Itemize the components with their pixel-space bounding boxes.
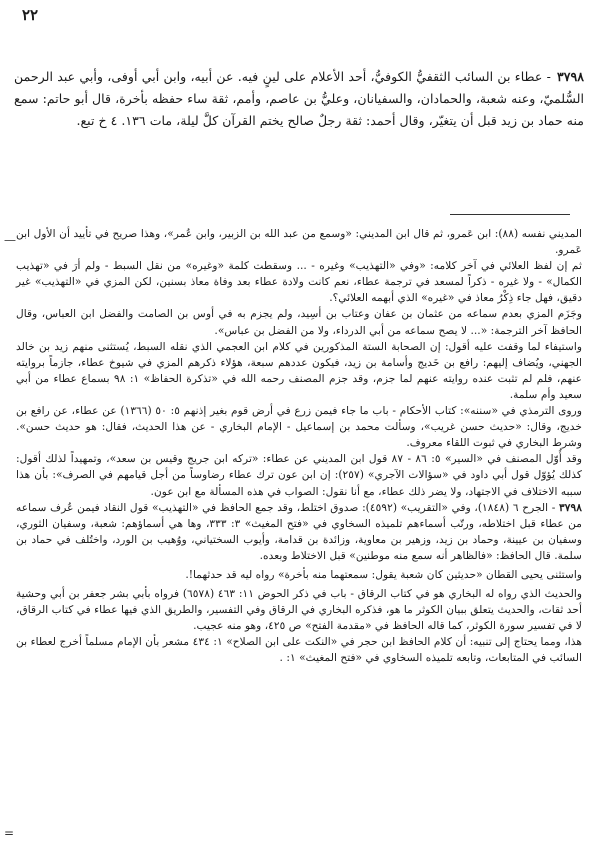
footnote-second-text: - الجرح ٦ (١٨٤٨)، وفي «التقريب» (٤٥٩٢): صدوق اختلط، وقد جمع الحافظ في «التهذيب» قول النقاد فيمن عُرف سماعه من عطاء قبل اختلاطه، ورتّب أسماءهم تلميذه السخاوي في «فتح المغيث» ٣: ٣٣٣، وها هي أسماؤهم: شعبة، وسفيان الثوري، وسفيان بن عيينة، وحماد بن زيد، وزهير بن معاوية، وزائدة بن قدامة، وأيوب السختياني، ووُهيب بن الورد، واختُلف في حماد بن سلمة. قال الحافظ: «فالظاهر أنه سمع منه موطنين» قبل الاختلاط وبعده.	[16, 500, 583, 562]
footnote-tail-line: والحديث الذي رواه له البخاري هو في كتاب الرقاق - باب في ذكر الحوض ١١: ٤٦٣ (٦٥٧٨) فرواه بأبي بشر جعفر بن أبي وحشية أحد ثقات، والحديث يتعلق ببيان الكوثر ما هو، فذكره البخاري في الرقاق وفي التفسير، والطريق الذي فيها عطاء في كتاب الرقاق، لا في تفسير سورة الكوثر، كما قاله الحافظ في «مقدمة الفتح» ص ٤٢٥، وهو منه عجيب.	[16, 587, 582, 633]
footnote-line: واستيفاء لما وقفت عليه أقول: إن الصحابة الستة المذكورين في كلام ابن العجمي الذي نقله السبط، يُستثنى منهم زيد بن خالد الجهني، ويُضاف إليهم: رافع بن خَديج وأسامة بن زيد، فيكون عددهم سبعة، هؤلاء ذكرهم المزي في شيوخ عطاء، جازماً بروايته عنهم، فلم لم تثبت عنده روايته عنهم لما جزم، وقد جزم المصنف رحمه الله في «تذكرة الحفاظ» ١: ٩٨ بسماع عطاء من أبي سعيد وأم سلمة.	[16, 339, 582, 401]
margin-mark-equals: =	[4, 826, 15, 840]
footnote-line: ثم إن لفظ العلائي في آخر كلامه: «وفي «التهذيب» وغيره - ... وسقطت كلمة «وغيره» من نقل السبط - ولم أرَ في «تهذيب الكمال» - ولا غيره - ذكراً لمسعد في ترجمة عطاء، نعم كانت ولادة عطاء بعد وفاة معاذ بسنين، لكن المزي في «التهذيب» غير دقيق، فهل جاء ذِكْرُ معاذ في «غيره» الذي أبهمه العلائي؟.	[16, 259, 582, 305]
page-number: ٢٢	[22, 6, 39, 24]
footnotes	[16, 226, 582, 667]
footnote-line: وجَزَم المزي بعدم سماعه من عثمان بن عفان وعتاب بن أسِيد، ولم يجزم به في أوس بن الصامت والفضل ابن العباس، وقال الحافظ آخر الترجمة: «... لا يصح سماعه من أبي الدرداء، ولا من الفضل بن عباس».	[16, 307, 582, 337]
entry-text: - عطاء بن السائب الثقفيُّ الكوفيُّ، أحد الأعلام على لينٍ فيه. عن أبيه، وابن أبي أوفى، وأبي عبد الرحمن السُّلميّ، وعنه شعبة، والحمادان، والسفيانان، وعليُّ بن عاصم، وأمم، ثقة ساء حفظه بأخرة، قال أبو حاتم: سمع منه حماد بن زيد قبل أن يتغيّر، وقال أحمد: ثقة رجلٌ صالح يختم القرآن كلَّ ليلة، مات ١٣٦. ٤ خ تبع.	[14, 69, 584, 128]
margin-mark-dash: —	[4, 233, 16, 247]
entry-number: ٣٧٩٨	[556, 69, 584, 84]
footnote-line: وقد أُوّل المصنف في «السير» ٥: ٨٦ - ٨٧ قول ابن المديني عن عطاء: «تركه ابن جريج وقيس بن سعد»، وتمهيداً لذلك أقول: كذلك يُؤوّل قول أبي داود في «سؤالات الآجري» (٢٥٧): إن ابن عون ترك عطاء رضاوساً من أجل قيامهم في الصرف»: بأن هذا سببه الاختلاف في الاجتهاد، ولا يضر ذلك عطاء، مع أنا نقول: الصواب في هذه المسألة مع ابن عون.	[16, 452, 583, 498]
footnote-quote: واستثنى يحيى القطان «حديثين كان شعبة يقول: سمعتهما منه بأخرة» رواه ليه قد حدثهما!.	[185, 567, 582, 581]
footnote-line: وروى الترمذي في «سننه»: كتاب الأحكام - باب ما جاء فيمن زرع في أرض قوم بغير إذنهم ٥: ٥٠ (١٣٦٦) عن عطاء، عن رافع بن خديج، وقال: «حديث حسن غريب»، وسألت محمد بن إسماعيل - الإمام البخاري - عن هذا الحديث، فقال: هو حديث حسن». وشرط البخاري في ثبوت اللقاء معروف.	[16, 404, 582, 450]
footnote-second-entry	[16, 500, 582, 564]
footnote-line: المديني نفسه (٨٨): ابن عَمرو، ثم قال ابن المديني: «وسمع من عبد الله بن الزبير، وابن عُمر»، وهذا صريح في تأييد أن الأول ابن عَمرو.	[16, 227, 582, 257]
main-entry	[14, 66, 584, 132]
footnote-separator	[450, 214, 570, 215]
footnote-number: ٣٧٩٨	[559, 500, 583, 514]
footnote-tail-line: هذا، ومما يحتاج إلى تنبيه: أن كلام الحافظ ابن حجر في «النكت على ابن الصلاح» ١: ٤٣٤ مشعر بأن الإمام مسلماً أخرج لعطاء بن السائب في المتابعات، وتابعه تلميذه السخاوي في «فتح المغيث» ١: .	[16, 635, 582, 665]
